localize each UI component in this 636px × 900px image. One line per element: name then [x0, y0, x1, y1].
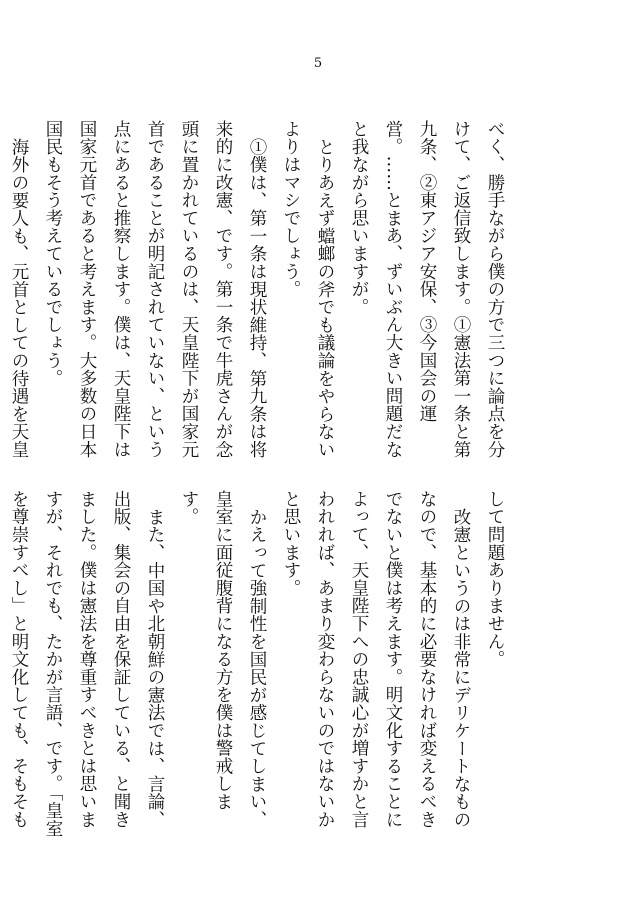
paragraph: べく、勝手ながら僕の方で三つに論点を分けて、ご返信致します。①憲法第一条と第九条、②東アジア安保、③今国会の運営。……とまあ、ずいぶん大きい問題だなと我ながら思いますが。	[349, 120, 505, 459]
paragraph: 改憲というのは非常にデリケートなものなので、基本的に必要なければ変えるべきでないと僕は考えます。明文化することによって、天皇陛下への忠誠心が増すかと言われれば、あまり変わらないのではないかと思います。	[281, 490, 471, 829]
upper-text-block	[0, 120, 512, 470]
paragraph: ①僕は、第一条は現状維持、第九条は将来的に改憲、です。第一条で牛虎さんが念頭に置かれているのは、天皇陛下が国家元首であることが明記されていない、という点にあると推察します。僕は、天皇陛下は国家元首であると考えます。大多数の日本国民もそう考えているでしょう。	[43, 120, 267, 459]
paragraph: 海外の要人も、元首としての待遇を天皇	[9, 137, 29, 458]
paragraph: かえって強制性を国民が感じてしまい、皇室に面従腹背になる方を僕は警戒します。	[179, 490, 267, 828]
paragraph: また、中国や北朝鮮の憲法では、言論、出版、集会の自由を保証している、と聞きました。僕は憲法を尊重すべきとは思いますが、それでも、たかが言語、です。「皇室を尊崇すべし」と明文化しても、そもそも	[9, 490, 165, 838]
lower-text-block	[0, 490, 512, 840]
page-number: 5	[313, 56, 323, 71]
paragraph: して問題ありません。	[485, 490, 505, 668]
paragraph: とりあえず蟷螂の斧でも議論をやらないよりはマシでしょう。	[281, 120, 335, 458]
